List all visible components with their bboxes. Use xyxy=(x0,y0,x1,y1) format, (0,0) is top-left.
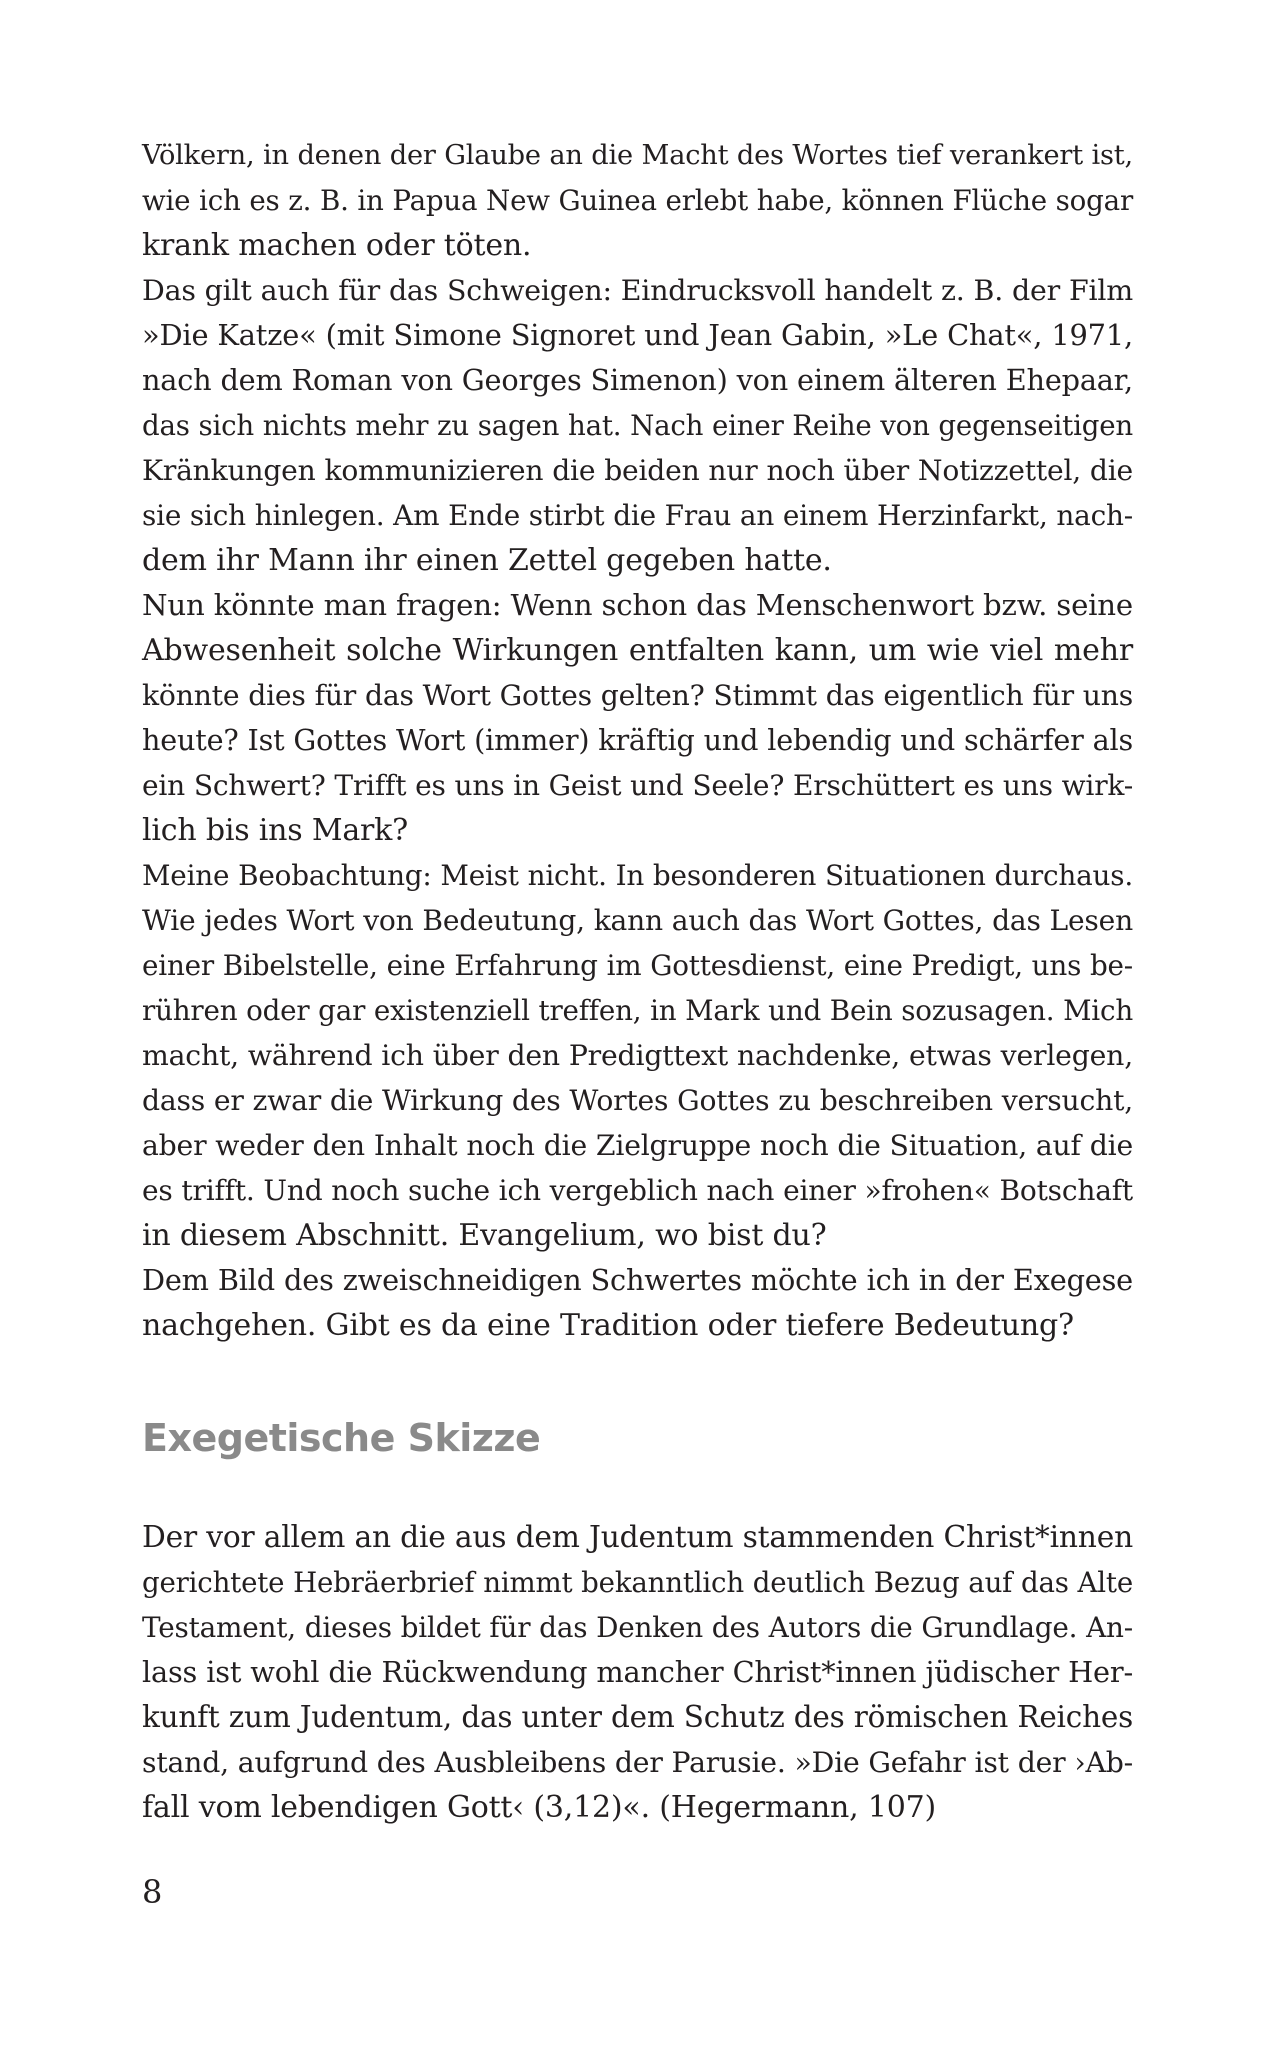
page-number: 8 xyxy=(142,1873,163,1911)
paragraph xyxy=(142,268,1133,583)
text-line: das sich nichts mehr zu sagen hat. Nach einer Reihe von gegenseitigen xyxy=(142,409,1133,442)
text-line: aber weder den Inhalt noch die Zielgruppe noch die Situation, auf die xyxy=(142,1129,1133,1162)
text-line: Dem Bild des zweischneidigen Schwertes möchte ich in der Exegese xyxy=(142,1263,1133,1297)
text-line: heute? Ist Gottes Wort (immer) kräftig und lebendig und schärfer als xyxy=(142,723,1133,757)
text-line: es trifft. Und noch suche ich vergeblich nach einer »frohen« Botschaft xyxy=(142,1174,1133,1207)
paragraph xyxy=(142,853,1133,1258)
paragraph xyxy=(142,133,1133,268)
text-line: Das gilt auch für das Schweigen: Eindrucksvoll handelt z. B. der Film xyxy=(142,274,1133,307)
text-line: Nun könnte man fragen: Wenn schon das Menschenwort bzw. seine xyxy=(142,588,1133,622)
text-line: Meine Beobachtung: Meist nicht. In besonderen Situationen durchaus. xyxy=(142,859,1133,892)
body-text-top xyxy=(142,133,1133,1348)
text-line: dem ihr Mann ihr einen Zettel gegeben hatte. xyxy=(142,543,832,578)
paragraph xyxy=(142,1258,1133,1348)
text-line: wie ich es z. B. in Papua New Guinea erlebt habe, können Flüche sogar xyxy=(142,184,1133,217)
text-line: gerichtete Hebräerbrief nimmt bekanntlich deutlich Bezug auf das Alte xyxy=(142,1566,1133,1599)
text-line: Wie jedes Wort von Bedeutung, kann auch das Wort Gottes, das Lesen xyxy=(142,904,1133,937)
paragraph xyxy=(142,1515,1133,1830)
text-line: »Die Katze« (mit Simone Signoret und Jean Gabin, »Le Chat«, 1971, xyxy=(142,318,1133,352)
text-line: kunft zum Judentum, das unter dem Schutz des römischen Reiches xyxy=(142,1700,1133,1734)
text-line: ein Schwert? Trifft es uns in Geist und Seele? Erschüttert es uns wirk- xyxy=(142,769,1133,802)
text-line: nach dem Roman von Georges Simenon) von einem älteren Ehepaar, xyxy=(142,363,1133,397)
section-heading: Exegetische Skizze xyxy=(142,1416,541,1460)
text-line: Testament, dieses bildet für das Denken des Autors die Grundlage. An- xyxy=(142,1611,1133,1644)
text-line: einer Bibelstelle, eine Erfahrung im Gottesdienst, eine Predigt, uns be- xyxy=(142,949,1133,982)
text-line: lich bis ins Mark? xyxy=(142,813,409,848)
text-line: sie sich hinlegen. Am Ende stirbt die Frau an einem Herzinfarkt, nach- xyxy=(142,499,1133,532)
text-line: fall vom lebendigen Gott‹ (3,12)«. (Hegermann, 107) xyxy=(142,1790,936,1825)
text-line: rühren oder gar existenziell treffen, in Mark und Bein sozusagen. Mich xyxy=(142,994,1133,1027)
text-line: nachgehen. Gibt es da eine Tradition oder tiefere Bedeutung? xyxy=(142,1308,1074,1343)
text-line: Abwesenheit solche Wirkungen entfalten kann, um wie viel mehr xyxy=(142,633,1133,668)
text-line: Völkern, in denen der Glaube an die Macht des Wortes tief verankert ist, xyxy=(142,140,1133,171)
text-line: krank machen oder töten. xyxy=(142,228,532,263)
text-line: stand, aufgrund des Ausbleibens der Parusie. »Die Gefahr ist der ›Ab- xyxy=(142,1746,1133,1779)
text-line: macht, während ich über den Predigttext nachdenke, etwas verlegen, xyxy=(142,1039,1133,1072)
text-line: in diesem Abschnitt. Evangelium, wo bist du? xyxy=(142,1218,827,1253)
text-line: könnte dies für das Wort Gottes gelten? Stimmt das eigentlich für uns xyxy=(142,679,1133,712)
text-line: dass er zwar die Wirkung des Wortes Gottes zu beschreiben versucht, xyxy=(142,1084,1133,1117)
text-line: lass ist wohl die Rückwendung mancher Christ*innen jüdischer Her- xyxy=(142,1655,1133,1689)
text-line: Der vor allem an die aus dem Judentum stammenden Christ*innen xyxy=(142,1520,1133,1555)
text-line: Kränkungen kommunizieren die beiden nur noch über Notizzettel, die xyxy=(142,454,1133,487)
body-text-bottom xyxy=(142,1515,1133,1830)
paragraph xyxy=(142,583,1133,853)
